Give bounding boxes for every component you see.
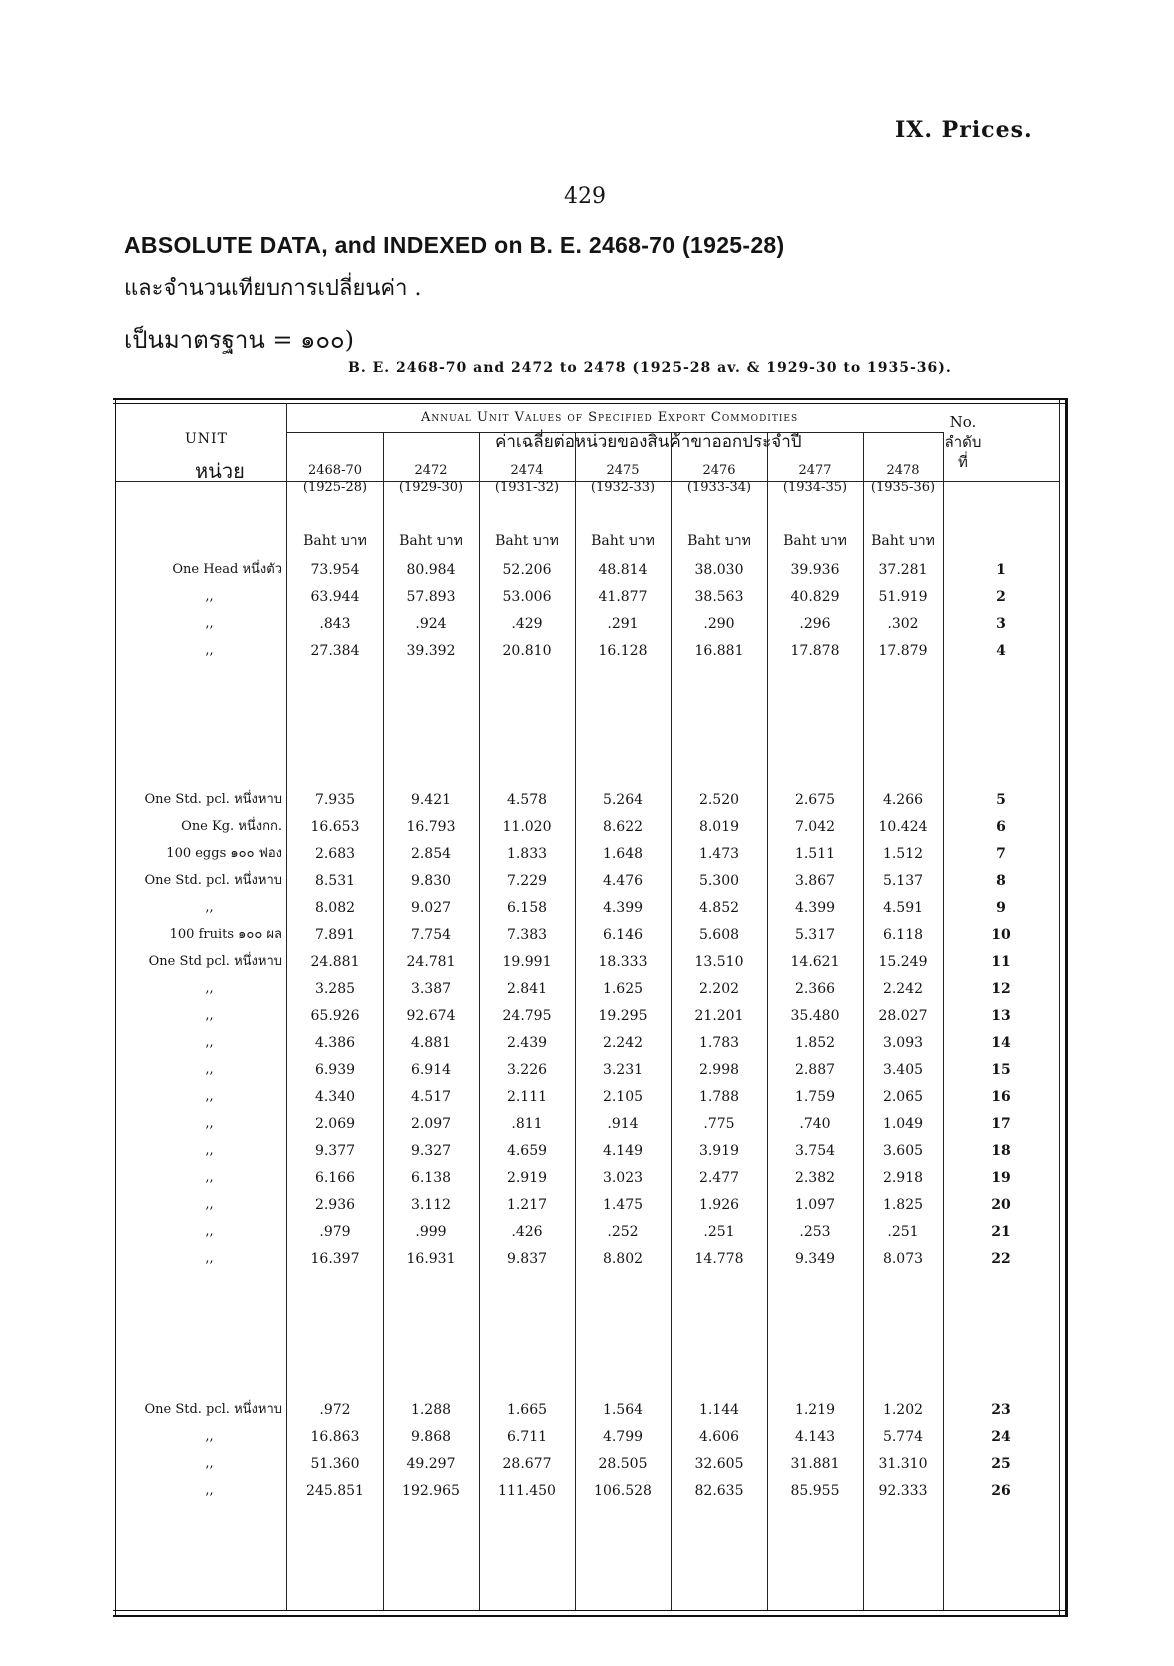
value-cell: 2.366 — [794, 981, 836, 997]
value-cell: 1.512 — [882, 846, 924, 862]
value-cell: 19.295 — [598, 1008, 648, 1024]
value-cell: 20.810 — [502, 643, 552, 659]
table-subtitle: B. E. 2468-70 and 2472 to 2478 (1925-28 av. & 1929-30 to 1935-36). — [348, 360, 952, 376]
year-header — [863, 462, 943, 496]
year-ce: (1925-28) — [302, 480, 368, 495]
value-cell: 7.229 — [506, 873, 548, 889]
value-cell: 3.285 — [314, 981, 356, 997]
value-cell: 7.383 — [506, 927, 548, 943]
value-cell: 16.793 — [406, 819, 456, 835]
year-ce: (1929-30) — [398, 480, 464, 495]
value-cell: 39.392 — [406, 643, 456, 659]
value-cell: 31.881 — [790, 1456, 840, 1472]
value-cell: 6.166 — [314, 1170, 356, 1186]
value-cell: 7.891 — [314, 927, 356, 943]
value-cell: 4.517 — [410, 1089, 452, 1105]
no-header — [943, 412, 983, 472]
value-cell: 16.863 — [310, 1429, 360, 1445]
value-cell: 3.867 — [794, 873, 836, 889]
value-cell: 3.605 — [882, 1143, 924, 1159]
value-cell: 92.674 — [406, 1008, 456, 1024]
value-cell: 192.965 — [402, 1483, 460, 1499]
value-cell: 51.919 — [878, 589, 928, 605]
value-cell: 9.830 — [410, 873, 452, 889]
value-cell: 3.231 — [602, 1062, 644, 1078]
value-cell: 1.648 — [602, 846, 644, 862]
value-cell: 245.851 — [306, 1483, 364, 1499]
table-bottom-rule — [113, 1615, 1068, 1617]
row-unit: ,, — [205, 1251, 214, 1266]
value-cell: 5.608 — [698, 927, 740, 943]
value-cell: .843 — [319, 616, 351, 632]
row-unit: ,, — [205, 1224, 214, 1239]
value-cell: 35.480 — [790, 1008, 840, 1024]
value-cell: 8.802 — [602, 1251, 644, 1267]
value-cell: 2.998 — [698, 1062, 740, 1078]
value-cell: 4.143 — [794, 1429, 836, 1445]
value-cell: 1.833 — [506, 846, 548, 862]
value-cell: 28.677 — [502, 1456, 552, 1472]
row-number: 14 — [991, 1035, 1011, 1051]
value-cell: 1.144 — [698, 1402, 740, 1418]
value-cell: 63.944 — [310, 589, 360, 605]
value-cell: .253 — [799, 1224, 831, 1240]
value-cell: 14.621 — [790, 954, 840, 970]
value-cell: .252 — [607, 1224, 639, 1240]
row-unit: ,, — [205, 643, 214, 658]
value-cell: 2.065 — [882, 1089, 924, 1105]
value-cell: 2.477 — [698, 1170, 740, 1186]
value-cell: 3.405 — [882, 1062, 924, 1078]
value-cell: 2.675 — [794, 792, 836, 808]
value-cell: 2.439 — [506, 1035, 548, 1051]
value-cell: .979 — [319, 1224, 351, 1240]
value-cell: 2.683 — [314, 846, 356, 862]
table-bottom-rule-inner — [113, 1610, 1068, 1611]
table-top-rule-inner — [113, 403, 1068, 404]
currency-unit-label: Baht บาท — [871, 533, 935, 549]
value-cell: 4.476 — [602, 873, 644, 889]
row-number: 9 — [996, 900, 1006, 916]
value-cell: .924 — [415, 616, 447, 632]
row-number: 23 — [991, 1402, 1011, 1418]
year-ce: (1932-33) — [590, 480, 656, 495]
value-cell: 1.783 — [698, 1035, 740, 1051]
row-number: 24 — [991, 1429, 1011, 1445]
row-unit: ,, — [205, 1197, 214, 1212]
row-number: 21 — [991, 1224, 1011, 1240]
value-cell: 51.360 — [310, 1456, 360, 1472]
row-number: 22 — [991, 1251, 1011, 1267]
value-cell: 1.511 — [794, 846, 836, 862]
year-ce: (1934-35) — [782, 480, 848, 495]
value-cell: 4.606 — [698, 1429, 740, 1445]
value-cell: .426 — [511, 1224, 543, 1240]
currency-unit-label: Baht บาท — [303, 533, 367, 549]
value-cell: 52.206 — [502, 562, 552, 578]
value-cell: 39.936 — [790, 562, 840, 578]
value-cell: 5.300 — [698, 873, 740, 889]
row-unit: One Std. pcl. หนึ่งหาบ — [144, 1402, 282, 1417]
table-right-border — [1065, 398, 1068, 1617]
row-unit: One Std pcl. หนึ่งหาบ — [148, 954, 282, 969]
row-unit: ,, — [205, 1483, 214, 1498]
row-unit: ,, — [205, 900, 214, 915]
value-cell: 1.049 — [882, 1116, 924, 1132]
value-cell: 2.069 — [314, 1116, 356, 1132]
value-cell: 9.421 — [410, 792, 452, 808]
currency-unit-label: Baht บาท — [399, 533, 463, 549]
value-cell: 16.881 — [694, 643, 744, 659]
currency-unit-label: Baht บาท — [591, 533, 655, 549]
value-cell: 3.226 — [506, 1062, 548, 1078]
row-unit: 100 eggs ๑๐๐ ฟอง — [166, 846, 282, 861]
row-unit: ,, — [205, 1429, 214, 1444]
row-number: 18 — [991, 1143, 1011, 1159]
value-cell: 40.829 — [790, 589, 840, 605]
year-header — [767, 462, 863, 496]
value-cell: 5.317 — [794, 927, 836, 943]
value-cell: 1.564 — [602, 1402, 644, 1418]
row-unit: ,, — [205, 589, 214, 604]
value-cell: .999 — [415, 1224, 447, 1240]
row-unit: ,, — [205, 616, 214, 631]
value-cell: 85.955 — [790, 1483, 840, 1499]
year-be: 2475 — [606, 463, 640, 478]
value-cell: 3.754 — [794, 1143, 836, 1159]
value-cell: .291 — [607, 616, 639, 632]
value-cell: 5.264 — [602, 792, 644, 808]
value-cell: 4.266 — [882, 792, 924, 808]
year-header — [383, 462, 479, 496]
value-cell: 4.578 — [506, 792, 548, 808]
value-cell: 6.118 — [882, 927, 924, 943]
value-cell: 7.042 — [794, 819, 836, 835]
row-number: 13 — [991, 1008, 1011, 1024]
row-number: 16 — [991, 1089, 1011, 1105]
no-column-divider — [1059, 403, 1060, 1610]
no-header-th-2: ที่ — [958, 453, 968, 471]
value-cell: 16.931 — [406, 1251, 456, 1267]
row-unit: ,, — [205, 1035, 214, 1050]
value-cell: 1.852 — [794, 1035, 836, 1051]
value-cell: 24.795 — [502, 1008, 552, 1024]
year-header — [287, 462, 383, 496]
row-unit: ,, — [205, 1116, 214, 1131]
row-unit: ,, — [205, 981, 214, 996]
value-cell: 1.475 — [602, 1197, 644, 1213]
value-cell: 48.814 — [598, 562, 648, 578]
value-cell: 65.926 — [310, 1008, 360, 1024]
row-number: 3 — [996, 616, 1006, 632]
value-cell: 24.781 — [406, 954, 456, 970]
value-cell: 32.605 — [694, 1456, 744, 1472]
row-unit: One Std. pcl. หนึ่งหาบ — [144, 792, 282, 807]
value-cell: 2.202 — [698, 981, 740, 997]
value-cell: 38.563 — [694, 589, 744, 605]
value-cell: 27.384 — [310, 643, 360, 659]
currency-unit-label: Baht บาท — [783, 533, 847, 549]
value-cell: 3.387 — [410, 981, 452, 997]
value-cell: 4.852 — [698, 900, 740, 916]
page-number: 429 — [564, 184, 606, 209]
value-cell: .302 — [887, 616, 919, 632]
value-cell: 1.202 — [882, 1402, 924, 1418]
value-cell: 1.288 — [410, 1402, 452, 1418]
value-cell: 3.093 — [882, 1035, 924, 1051]
value-cell: 4.881 — [410, 1035, 452, 1051]
row-unit: ,, — [205, 1143, 214, 1158]
value-cell: 2.854 — [410, 846, 452, 862]
value-cell: 1.217 — [506, 1197, 548, 1213]
currency-unit-label: Baht บาท — [495, 533, 559, 549]
row-unit: ,, — [205, 1170, 214, 1185]
value-cell: 106.528 — [594, 1483, 652, 1499]
value-cell: 111.450 — [498, 1483, 556, 1499]
thai-title-line-1: และจำนวนเทียบการเปลี่ยนค่า . — [124, 276, 422, 301]
section-heading: IX. Prices. — [895, 117, 1033, 143]
value-cell: 4.399 — [602, 900, 644, 916]
year-be: 2474 — [510, 463, 544, 478]
value-cell: 28.505 — [598, 1456, 648, 1472]
currency-unit-label: Baht บาท — [687, 533, 751, 549]
value-cell: 92.333 — [878, 1483, 928, 1499]
value-cell: 6.146 — [602, 927, 644, 943]
value-cell: 1.825 — [882, 1197, 924, 1213]
value-cell: 24.881 — [310, 954, 360, 970]
value-cell: 49.297 — [406, 1456, 456, 1472]
value-cell: 19.991 — [502, 954, 552, 970]
value-cell: 1.473 — [698, 846, 740, 862]
value-cell: 16.397 — [310, 1251, 360, 1267]
page-title: ABSOLUTE DATA, and INDEXED on B. E. 2468-70 (1925-28) — [124, 232, 785, 258]
table-left-border — [115, 398, 116, 1615]
row-number: 15 — [991, 1062, 1011, 1078]
row-number: 26 — [991, 1483, 1011, 1499]
value-cell: 2.111 — [506, 1089, 548, 1105]
values-header-th: ค่าเฉลี่ยต่อหน่วยของสินค้าขาออกประจำปี — [495, 432, 802, 452]
value-cell: .251 — [703, 1224, 735, 1240]
value-cell: .775 — [703, 1116, 735, 1132]
value-cell: 2.887 — [794, 1062, 836, 1078]
value-cell: 4.591 — [882, 900, 924, 916]
value-cell: 7.754 — [410, 927, 452, 943]
price-table — [113, 398, 1068, 1620]
value-cell: 21.201 — [694, 1008, 744, 1024]
value-cell: 8.531 — [314, 873, 356, 889]
value-cell: 9.327 — [410, 1143, 452, 1159]
value-cell: 9.868 — [410, 1429, 452, 1445]
value-cell: 9.027 — [410, 900, 452, 916]
value-cell: 1.625 — [602, 981, 644, 997]
value-cell: 4.340 — [314, 1089, 356, 1105]
no-header-en: No. — [949, 413, 977, 431]
value-cell: 80.984 — [406, 562, 456, 578]
value-cell: 4.799 — [602, 1429, 644, 1445]
value-cell: 73.954 — [310, 562, 360, 578]
unit-header-th: หน่วย — [195, 459, 245, 483]
value-cell: 17.879 — [878, 643, 928, 659]
value-cell: 2.918 — [882, 1170, 924, 1186]
value-cell: 2.936 — [314, 1197, 356, 1213]
year-ce: (1935-36) — [870, 480, 936, 495]
value-cell: 11.020 — [502, 819, 552, 835]
value-cell: 6.138 — [410, 1170, 452, 1186]
row-number: 10 — [991, 927, 1011, 943]
value-cell: 2.520 — [698, 792, 740, 808]
row-number: 4 — [996, 643, 1006, 659]
value-cell: .811 — [511, 1116, 543, 1132]
value-cell: 8.019 — [698, 819, 740, 835]
value-cell: .740 — [799, 1116, 831, 1132]
row-unit: One Kg. หนึ่งกก. — [181, 819, 282, 834]
value-cell: 16.128 — [598, 643, 648, 659]
year-be: 2476 — [702, 463, 736, 478]
value-cell: 2.242 — [602, 1035, 644, 1051]
row-unit: ,, — [205, 1089, 214, 1104]
value-cell: 82.635 — [694, 1483, 744, 1499]
value-cell: 1.788 — [698, 1089, 740, 1105]
value-cell: 6.939 — [314, 1062, 356, 1078]
value-cell: 4.399 — [794, 900, 836, 916]
row-unit: 100 fruits ๑๐๐ ผล — [169, 927, 282, 942]
value-cell: 15.249 — [878, 954, 928, 970]
value-cell: 6.158 — [506, 900, 548, 916]
row-number: 2 — [996, 589, 1006, 605]
year-header — [671, 462, 767, 496]
unit-header-en: UNIT — [185, 431, 228, 447]
row-unit: ,, — [205, 1062, 214, 1077]
value-cell: 13.510 — [694, 954, 744, 970]
year-header — [479, 462, 575, 496]
no-header-th: ลำดับ — [944, 433, 982, 451]
value-cell: 53.006 — [502, 589, 552, 605]
row-number: 11 — [991, 954, 1011, 970]
value-cell: 5.774 — [882, 1429, 924, 1445]
value-cell: 6.914 — [410, 1062, 452, 1078]
value-cell: .972 — [319, 1402, 351, 1418]
value-cell: 3.112 — [410, 1197, 452, 1213]
value-cell: 57.893 — [406, 589, 456, 605]
value-cell: 14.778 — [694, 1251, 744, 1267]
thai-title-line-2: เป็นมาตรฐาน = ๑๐๐) — [124, 326, 355, 354]
year-be: 2478 — [886, 463, 920, 478]
value-cell: 4.149 — [602, 1143, 644, 1159]
row-unit: One Head หนึ่งตัว — [172, 562, 282, 577]
value-cell: 41.877 — [598, 589, 648, 605]
value-cell: 2.841 — [506, 981, 548, 997]
value-cell: 31.310 — [878, 1456, 928, 1472]
value-cell: 10.424 — [878, 819, 928, 835]
values-header-en: Annual Unit Values of Specified Export Commodities — [421, 410, 799, 425]
year-be: 2468-70 — [307, 463, 363, 478]
value-cell: 1.219 — [794, 1402, 836, 1418]
row-number: 25 — [991, 1456, 1011, 1472]
value-cell: 17.878 — [790, 643, 840, 659]
value-cell: 4.659 — [506, 1143, 548, 1159]
year-be: 2472 — [414, 463, 448, 478]
row-number: 17 — [991, 1116, 1011, 1132]
value-cell: .914 — [607, 1116, 639, 1132]
value-cell: 3.919 — [698, 1143, 740, 1159]
value-cell: .296 — [799, 616, 831, 632]
table-top-rule — [113, 398, 1068, 400]
value-cell: 1.759 — [794, 1089, 836, 1105]
value-cell: .290 — [703, 616, 735, 632]
row-number: 8 — [996, 873, 1006, 889]
value-cell: 9.837 — [506, 1251, 548, 1267]
value-cell: 8.073 — [882, 1251, 924, 1267]
value-cell: 9.349 — [794, 1251, 836, 1267]
value-cell: 8.082 — [314, 900, 356, 916]
value-cell: 9.377 — [314, 1143, 356, 1159]
value-cell: 1.926 — [698, 1197, 740, 1213]
value-cell: 6.711 — [506, 1429, 548, 1445]
year-ce: (1933-34) — [686, 480, 752, 495]
value-cell: 3.023 — [602, 1170, 644, 1186]
row-number: 12 — [991, 981, 1011, 997]
value-cell: .251 — [887, 1224, 919, 1240]
value-cell: 16.653 — [310, 819, 360, 835]
value-cell: 5.137 — [882, 873, 924, 889]
row-number: 19 — [991, 1170, 1011, 1186]
year-be: 2477 — [798, 463, 832, 478]
value-cell: 2.382 — [794, 1170, 836, 1186]
row-unit: One Std. pcl. หนึ่งหาบ — [144, 873, 282, 888]
row-unit: ,, — [205, 1008, 214, 1023]
value-cell: 28.027 — [878, 1008, 928, 1024]
row-number: 1 — [996, 562, 1006, 578]
row-unit: ,, — [205, 1456, 214, 1471]
value-cell: 1.097 — [794, 1197, 836, 1213]
value-cell: 2.919 — [506, 1170, 548, 1186]
value-cell: .429 — [511, 616, 543, 632]
value-cell: 1.665 — [506, 1402, 548, 1418]
value-cell: 4.386 — [314, 1035, 356, 1051]
year-header — [575, 462, 671, 496]
value-cell: 2.105 — [602, 1089, 644, 1105]
value-cell: 38.030 — [694, 562, 744, 578]
value-cell: 8.622 — [602, 819, 644, 835]
row-number: 20 — [991, 1197, 1011, 1213]
value-cell: 18.333 — [598, 954, 648, 970]
year-ce: (1931-32) — [494, 480, 560, 495]
row-number: 7 — [996, 846, 1006, 862]
value-cell: 37.281 — [878, 562, 928, 578]
value-cell: 2.097 — [410, 1116, 452, 1132]
value-cell: 2.242 — [882, 981, 924, 997]
value-cell: 7.935 — [314, 792, 356, 808]
row-number: 6 — [996, 819, 1006, 835]
row-number: 5 — [996, 792, 1006, 808]
